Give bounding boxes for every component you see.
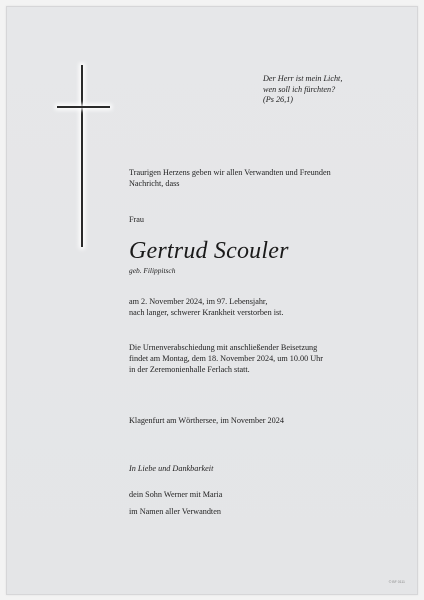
- death-notice-line: am 2. November 2024, im 97. Lebensjahr,: [129, 297, 268, 306]
- funeral-line: Die Urnenverabschiedung mit anschließender Beisetzung: [129, 343, 318, 352]
- salutation: Frau: [129, 215, 145, 224]
- cross-icon: [81, 65, 83, 247]
- mourner-1: dein Sohn Werner mit Maria: [129, 490, 223, 499]
- funeral-line: findet am Montag, dem 18. November 2024, um 10.00 Uhr: [129, 353, 323, 363]
- quote-line: wen soll ich fürchten?: [263, 84, 336, 94]
- funeral-line: in der Zeremonienhalle Ferlach statt.: [129, 364, 250, 374]
- quote-reference: (Ps 26,1): [263, 95, 294, 104]
- closing-line: In Liebe und Dankbarkeit: [129, 464, 214, 473]
- obituary-card: [6, 6, 418, 595]
- funeral-details: [129, 343, 323, 375]
- place-date: Klagenfurt am Wörthersee, im November 2024: [129, 416, 284, 425]
- maiden-name: geb. Filippitsch: [129, 266, 176, 275]
- mourner-2: im Namen aller Verwandten: [129, 507, 221, 516]
- intro-line: Traurigen Herzens geben wir allen Verwandten und Freunden: [129, 168, 331, 177]
- death-notice: [129, 297, 284, 319]
- quote-line: Der Herr ist mein Licht,: [263, 74, 343, 83]
- death-notice-line: nach langer, schwerer Krankheit verstorben ist.: [129, 307, 284, 317]
- deceased-name: Gertrud Scouler: [129, 238, 289, 264]
- intro-text: [129, 168, 331, 190]
- print-mark: © BF 0111: [388, 580, 405, 584]
- intro-line: Nachricht, dass: [129, 178, 180, 188]
- cross-icon-beam: [57, 106, 110, 108]
- bible-quote: [263, 74, 342, 106]
